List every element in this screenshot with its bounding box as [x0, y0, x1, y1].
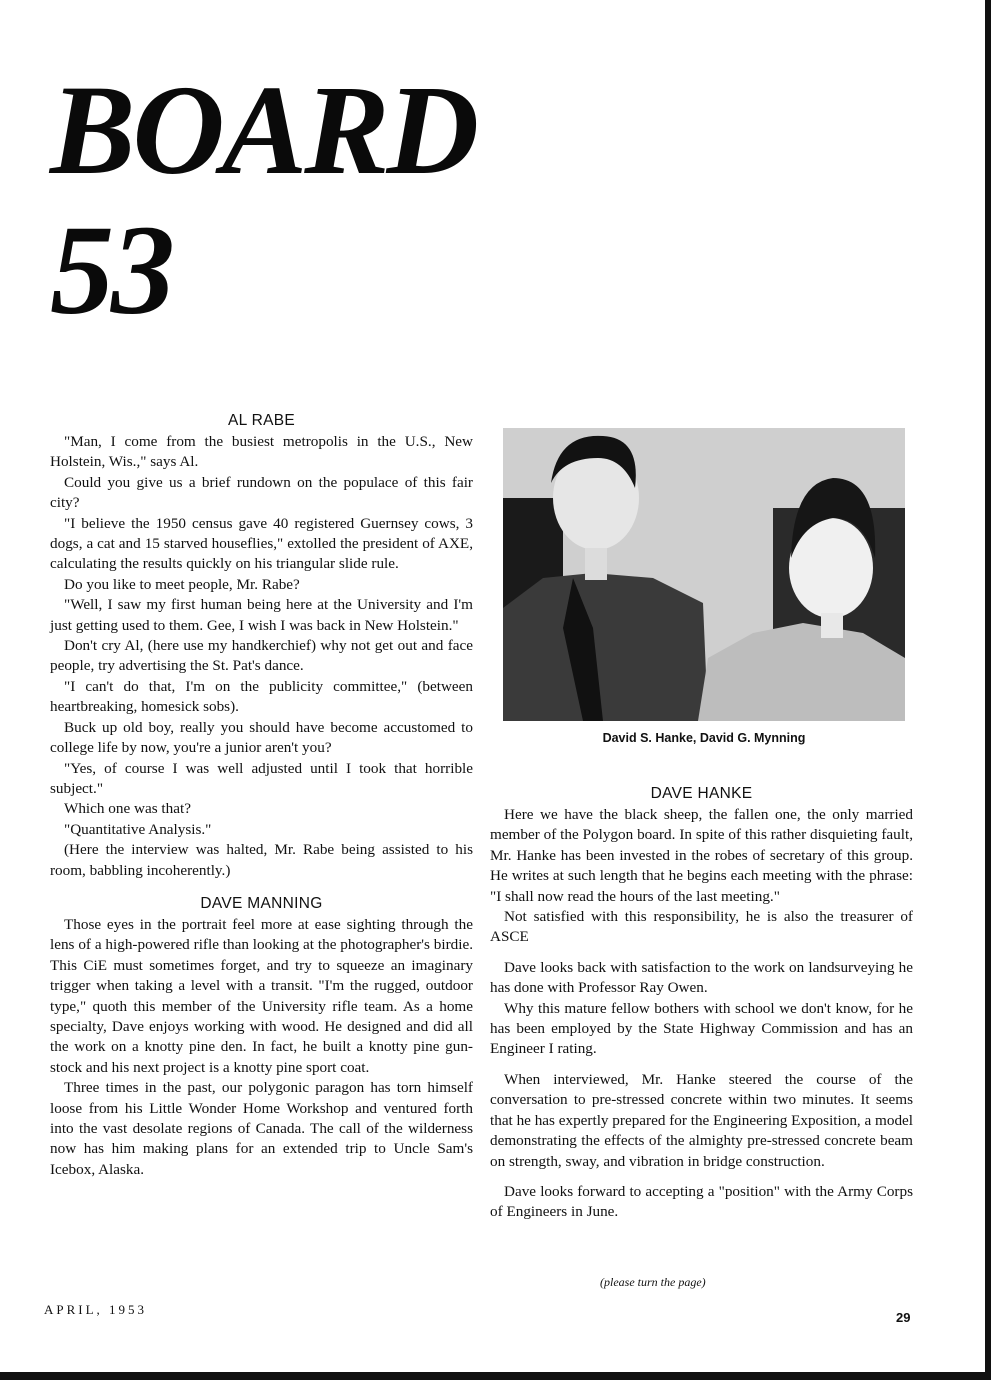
section-heading-dave-hanke: DAVE HANKE	[650, 785, 753, 802]
paragraph: "Quantitative Analysis."	[64, 820, 212, 838]
paragraph: Three times in the past, our polygonic paragon has torn himself loose from his Little Wonder Home Workshop and ventured forth into the vast desolate regions of Canada. The call of the wilderness now has him making plans for an extended trip to Uncle Sam's Icebox, Alaska.	[50, 1079, 473, 1178]
photo-caption: David S. Hanke, David G. Mynning	[602, 731, 806, 745]
paragraph: Those eyes in the portrait feel more at ease sighting through the lens of a high-powered rifle than looking at the photographer's birdie. This CiE must sometimes forget, and try to squeeze an imaginary trigger when taking a level with a transit. "I'm the rugged, outdoor type," quoth this member of the University rifle team. As a home specialty, Dave enjoys working with wood. He designed and did all the work on a knotty pine den. In fact, he built a knotty pine gun-stock and his next project is a knotty pine sport coat.	[50, 915, 473, 1076]
page-edge-bottom	[0, 1372, 991, 1380]
paragraph: Which one was that?	[64, 800, 191, 818]
paragraph: Don't cry Al, (here use my handkerchief) why not get out and face people, try advertising the St. Pat's dance.	[50, 637, 473, 675]
page-title-number: 53	[50, 199, 172, 341]
paragraph: Dave looks forward to accepting a "position" with the Army Corps of Engineers in June.	[490, 1182, 913, 1221]
portrait-photo	[503, 428, 905, 721]
paragraph: "Man, I come from the busiest metropolis in the U.S., New Holstein, Wis.," says Al.	[50, 433, 473, 471]
paragraph: "I can't do that, I'm on the publicity committee," (between heartbreaking, homesick sobs).	[50, 677, 473, 716]
paragraph: Not satisfied with this responsibility, he is also the treasurer of ASCE	[490, 908, 913, 946]
turn-page-note: (please turn the page)	[600, 1275, 706, 1289]
page-number: 29	[896, 1310, 911, 1325]
paragraph: Buck up old boy, really you should have become accustomed to college life by now, you're a junior aren't you?	[50, 718, 473, 757]
paragraph: Do you like to meet people, Mr. Rabe?	[64, 575, 300, 593]
left-column	[50, 410, 473, 1180]
paragraph: Could you give us a brief rundown on the populace of this fair city?	[50, 473, 473, 512]
section-heading-dave-manning: DAVE MANNING	[200, 894, 323, 912]
paragraph: (Here the interview was halted, Mr. Rabe being assisted to his room, babbling incoherently.)	[50, 841, 473, 879]
paragraph: Dave looks back with satisfaction to the work on landsurveying he has done with Professor Ray Owen.	[490, 958, 913, 997]
issue-date: APRIL, 1953	[44, 1302, 148, 1317]
paragraph: Why this mature fellow bothers with school we don't know, for he has been employed by the State Highway Commission and has an Engineer I rating.	[490, 999, 913, 1058]
section-heading-al-rabe: AL RABE	[228, 412, 295, 429]
paragraph: Here we have the black sheep, the fallen one, the only married member of the Polygon board. In spite of this rather disquieting fault, Mr. Hanke has been invested in the robes of secretary of this group. He writes at such length that he begins each meeting with the phrase: "I shall now read the hours of the last meeting."	[490, 806, 913, 905]
paragraph: "I believe the 1950 census gave 40 registered Guernsey cows, 3 dogs, a cat and 15 starved houseflies," extolled the president of AXE, calculating the results quickly on his triangular slide rule.	[50, 514, 473, 573]
paragraph: "Well, I saw my first human being here at the University and I'm just getting used to them. Gee, I wish I was back in New Holstein."	[50, 596, 473, 634]
page-edge-right	[985, 0, 991, 1380]
photo-portrait-icon	[503, 428, 905, 721]
paragraph: When interviewed, Mr. Hanke steered the course of the conversation to pre-stressed concrete within two minutes. It seems that he has expertly prepared for the Engineering Exposition, a model demonstrating the effects of the almighty pre-stressed concrete beam on strength, sway, and vibration in bridge construction.	[490, 1070, 914, 1170]
paragraph: "Yes, of course I was well adjusted until I took that horrible subject."	[50, 759, 473, 797]
right-column	[490, 783, 913, 1223]
page-title: BOARD	[50, 59, 476, 201]
